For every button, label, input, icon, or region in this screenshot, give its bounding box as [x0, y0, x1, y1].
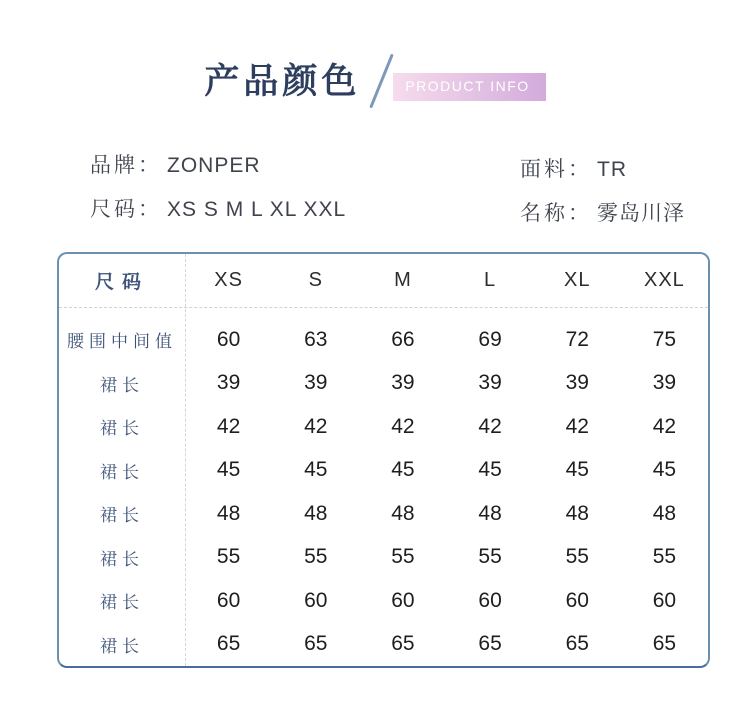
info-column-left: [90, 149, 346, 223]
table-row: [59, 579, 708, 623]
table-row: [59, 318, 708, 362]
size-value-cell: 60: [391, 588, 415, 612]
size-value-cell: 42: [216, 414, 241, 438]
size-value-cell: 60: [652, 588, 677, 612]
size-table-column-header: XXL: [644, 269, 685, 291]
header-band: [0, 52, 750, 110]
size-value-cell: 65: [216, 632, 241, 656]
size-value-cell: 63: [304, 327, 328, 351]
name-value: 雾岛川泽: [597, 202, 685, 225]
table-row: [59, 492, 708, 536]
row-label: 裙长: [100, 419, 144, 439]
sizes-value: XS S M L XL XXL: [167, 198, 347, 221]
table-row: [59, 536, 708, 580]
column-divider-dashed-line: [185, 254, 186, 666]
size-table-column-header: XL: [564, 269, 591, 291]
size-table-header-row: [59, 254, 708, 308]
size-value-cell: 60: [478, 588, 502, 612]
size-value-cell: 39: [304, 371, 328, 395]
size-table-column-header: M: [394, 269, 412, 291]
row-label: 腰围中间值: [67, 332, 177, 352]
info-row-sizes: [90, 193, 346, 223]
size-value-cell: 55: [652, 545, 677, 569]
size-value-cell: 55: [565, 545, 589, 569]
size-value-cell: 45: [652, 458, 677, 482]
size-value-cell: 48: [652, 501, 677, 525]
table-row: [59, 405, 708, 449]
info-row-brand: [90, 149, 346, 179]
page-title: 产品颜色: [204, 61, 361, 101]
size-value-cell: 48: [216, 501, 241, 525]
size-value-cell: 60: [565, 588, 589, 612]
info-column-right: [520, 153, 685, 227]
size-value-cell: 48: [391, 501, 415, 525]
size-table-column-header: S: [308, 269, 323, 291]
size-value-cell: 72: [565, 327, 589, 351]
size-value-cell: 48: [565, 501, 589, 525]
size-value-cell: 55: [478, 545, 502, 569]
size-value-cell: 55: [216, 545, 241, 569]
size-value-cell: 45: [216, 458, 241, 482]
size-value-cell: 60: [216, 588, 241, 612]
size-value-cell: 65: [391, 632, 415, 656]
row-label: 裙长: [100, 462, 144, 482]
brand-label: 品牌：: [90, 154, 162, 177]
size-value-cell: 60: [304, 588, 328, 612]
fabric-label: 面料：: [520, 158, 592, 181]
size-value-cell: 42: [478, 414, 502, 438]
fabric-value: TR: [597, 158, 627, 181]
size-value-cell: 75: [652, 327, 677, 351]
size-value-cell: 55: [304, 545, 328, 569]
size-value-cell: 65: [652, 632, 677, 656]
size-value-cell: 39: [652, 371, 677, 395]
name-label: 名称：: [520, 202, 592, 225]
size-value-cell: 42: [304, 414, 328, 438]
size-table-body: [59, 308, 708, 666]
size-value-cell: 65: [478, 632, 502, 656]
size-value-cell: 45: [304, 458, 328, 482]
size-table-corner-header: 尺码: [94, 272, 149, 293]
size-value-cell: 65: [565, 632, 589, 656]
size-value-cell: 65: [304, 632, 328, 656]
row-label: 裙长: [100, 549, 144, 569]
row-label: 裙长: [100, 375, 144, 395]
size-value-cell: 55: [391, 545, 415, 569]
size-value-cell: 42: [391, 414, 415, 438]
size-value-cell: 42: [565, 414, 589, 438]
size-value-cell: 48: [304, 501, 328, 525]
size-value-cell: 69: [478, 327, 502, 351]
size-table-column-header: L: [484, 269, 497, 291]
size-value-cell: 48: [478, 501, 502, 525]
size-value-cell: 39: [565, 371, 589, 395]
row-label: 裙长: [100, 593, 144, 613]
brand-value: ZONPER: [167, 154, 261, 177]
table-row: [59, 623, 708, 667]
sizes-label: 尺码：: [90, 198, 162, 221]
size-value-cell: 45: [478, 458, 502, 482]
row-label: 裙长: [100, 636, 144, 656]
table-row: [59, 362, 708, 406]
size-value-cell: 66: [391, 327, 415, 351]
size-table-card: [57, 252, 710, 668]
product-info-badge: PRODUCT INFO: [393, 73, 545, 100]
info-row-name: [520, 197, 685, 227]
size-value-cell: 60: [216, 327, 241, 351]
size-value-cell: 42: [652, 414, 677, 438]
table-row: [59, 449, 708, 493]
diagonal-slash-divider: [370, 54, 395, 109]
info-row-fabric: [520, 153, 685, 183]
row-label: 裙长: [100, 506, 144, 526]
size-value-cell: 39: [216, 371, 241, 395]
size-value-cell: 45: [391, 458, 415, 482]
size-table-column-header: XS: [214, 269, 243, 291]
size-value-cell: 39: [478, 371, 502, 395]
size-value-cell: 39: [391, 371, 415, 395]
size-value-cell: 45: [565, 458, 589, 482]
